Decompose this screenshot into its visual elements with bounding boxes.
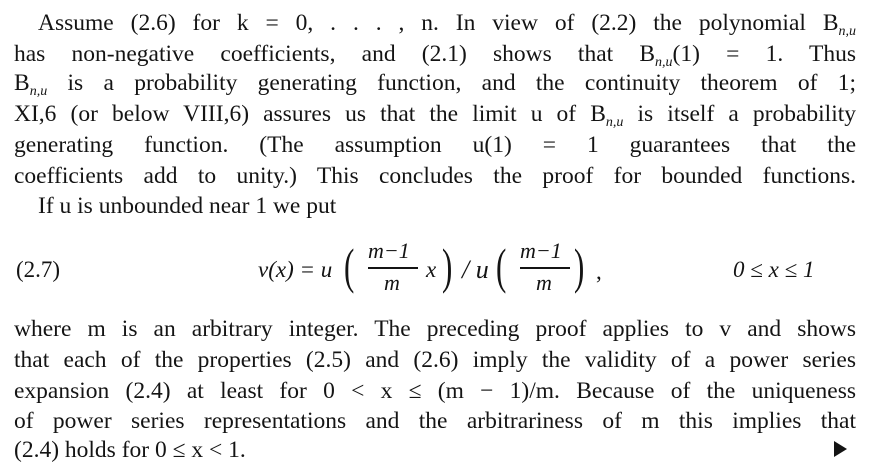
fraction-denominator-1: m (384, 270, 400, 295)
equation-comma: , (596, 259, 602, 284)
text-line-1: Assume (2.6) for k = 0, . . . , n. In view of (2.2) the polynomial $B_{n,u}$ (38, 10, 856, 39)
text-line-10: expansion (2.4) at least for 0 < x ≤ (m − 1)/m. Because of the uniqueness (14, 378, 856, 404)
equation-number: (2.7) (16, 257, 61, 282)
text-line-3: $B_{n,u}$ is a probability generating function, and the continuity theorem of 1; (14, 70, 856, 99)
text-line-6: coefficients add to unity.) This concludes the proof for bounded functions. (14, 163, 856, 189)
equation-x: x (426, 257, 437, 282)
text-line-2: has non-negative coefficients, and (2.1) shows that $B_{n,u}(1) = 1$. Thus (14, 41, 856, 70)
fraction-denominator-2: m (536, 270, 552, 295)
equation-lhs: v(x) = u (258, 257, 333, 282)
fraction-bar-2 (520, 267, 570, 269)
text-line-7: If u is unbounded near 1 we put (38, 193, 337, 219)
equation-condition: 0 ≤ x ≤ 1 (733, 257, 815, 282)
fraction-numerator-1: m−1 (368, 238, 410, 263)
left-paren: ( (344, 238, 355, 294)
text-line-9: that each of the properties (2.5) and (2.6) imply the validity of a power series (14, 347, 856, 373)
text-line-4: XI,6 (or below VIII,6) assures us that the limit u of $B_{n,u}$ is itself a probability (14, 101, 857, 130)
text-line-5: generating function. (The assumption u(1) = 1 guarantees that the (14, 132, 856, 158)
right-triangle-icon (834, 441, 847, 457)
fraction-numerator-2: m−1 (520, 238, 562, 263)
text-line-11: of power series representations and the arbitrariness of m this implies that (14, 408, 856, 434)
left-paren-2: ( (496, 238, 507, 294)
text-line-12: (2.4) holds for 0 ≤ x < 1. (14, 437, 246, 463)
equation-2-7 (258, 236, 638, 302)
text-line-8: where m is an arbitrary integer. The preceding proof applies to v and shows (14, 316, 856, 342)
equation-middle: / u (462, 255, 489, 284)
right-paren-2: ) (574, 238, 585, 294)
right-paren: ) (442, 238, 453, 294)
fraction-bar-1 (368, 267, 418, 269)
